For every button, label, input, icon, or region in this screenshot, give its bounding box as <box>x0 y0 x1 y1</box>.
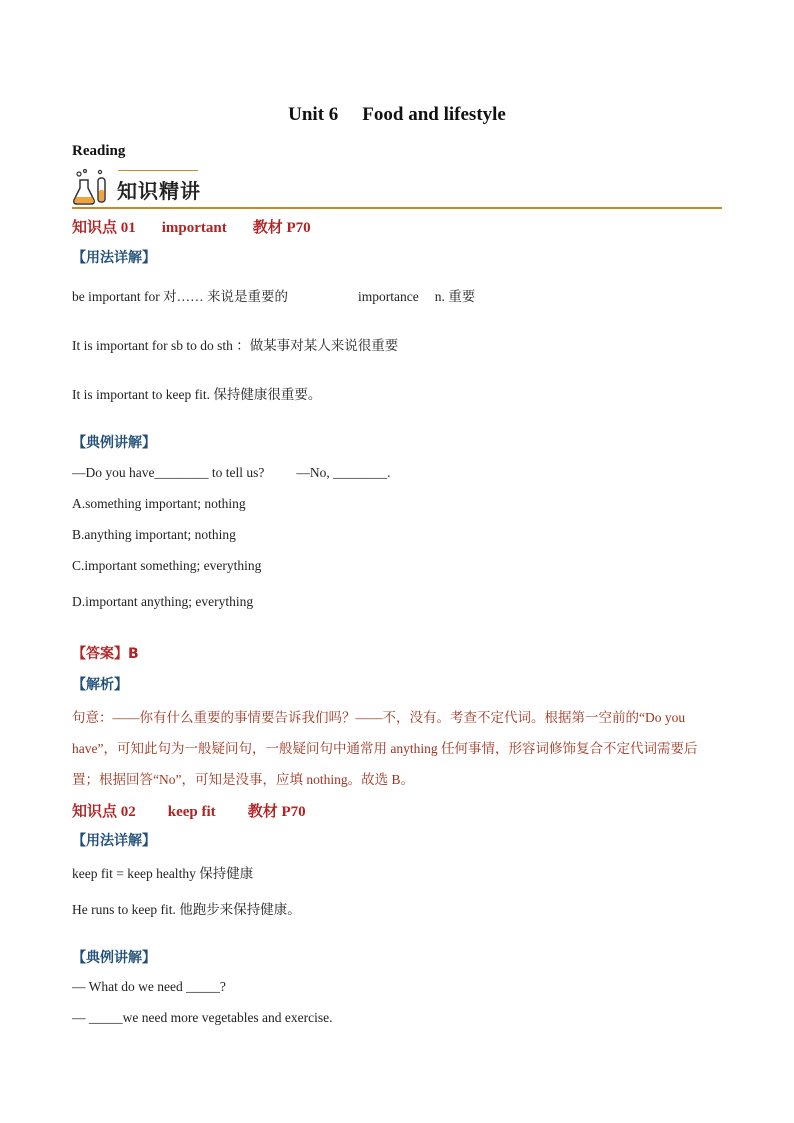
kp1-line1-b: importance <box>357 289 419 304</box>
kp1-analysis-line1: 句意：——你有什么重要的事情要告诉我们吗？——不，没有。考查不定代词。根据第一空前的“Do you <box>72 710 686 725</box>
kp1-line1-a: be important for 对…… 来说是重要的 <box>72 289 288 304</box>
kp1-question-a: —Do you have________ to tell us? <box>72 465 265 480</box>
kp1-number: 知识点 01 <box>72 220 136 236</box>
kp1-analysis-label: 【解析】 <box>72 677 128 693</box>
kp2-question2: — _____we need more vegetables and exercise. <box>72 1010 333 1025</box>
flask-icon <box>72 168 112 206</box>
kp1-analysis-line2: have”，可知此句为一般疑问句，一般疑问句中通常用 anything 任何事情，形容词修饰复合不定代词需要后 <box>72 741 698 756</box>
kp2-usage-label: 【用法详解】 <box>72 833 156 849</box>
kp1-usage-label: 【用法详解】 <box>72 250 156 266</box>
kp2-ref: 教材 P70 <box>247 804 306 820</box>
kp2-example-label: 【典例讲解】 <box>72 950 156 966</box>
option-c: C.important something; everything <box>72 558 262 573</box>
kp2-line2: He runs to keep fit. 他跑步来保持健康。 <box>72 902 301 917</box>
banner-title: 知识精讲 <box>117 179 201 203</box>
title-unit: Unit 6 <box>288 104 339 125</box>
option-a: A.something important; nothing <box>72 496 246 511</box>
kp2-word: keep fit <box>167 804 216 820</box>
banner-rule <box>72 207 722 209</box>
kp1-line3: It is important to keep fit. 保持健康很重要。 <box>72 387 322 402</box>
page-title <box>0 104 794 126</box>
kp1-analysis-line3: 置；根据回答“No”，可知是没事，应填 nothing。故选 B。 <box>72 772 414 787</box>
title-name: Food and lifestyle <box>362 104 506 125</box>
kp2-heading <box>72 800 306 821</box>
kp1-word: important <box>161 220 227 236</box>
kp1-ref: 教材 P70 <box>252 220 311 236</box>
section-reading: Reading <box>72 143 126 159</box>
kp1-answer: 【答案】B <box>72 646 139 662</box>
kp1-line2: It is important for sb to do sth ：做某事对某人来说很重要 <box>72 338 399 353</box>
kp2-line1: keep fit = keep healthy 保持健康 <box>72 866 254 881</box>
kp1-line1-c: n. 重要 <box>434 289 476 304</box>
banner-top-rule <box>118 170 198 171</box>
kp1-heading <box>72 216 311 237</box>
kp2-number: 知识点 02 <box>72 804 136 820</box>
kp1-line1 <box>72 285 475 305</box>
kp1-example-label: 【典例讲解】 <box>72 435 156 451</box>
option-b: B.anything important; nothing <box>72 527 236 542</box>
option-d: D.important anything; everything <box>72 594 254 609</box>
kp2-question1: — What do we need _____? <box>72 979 226 994</box>
kp1-question <box>72 465 390 481</box>
kp1-question-b: —No, ________. <box>296 465 391 480</box>
